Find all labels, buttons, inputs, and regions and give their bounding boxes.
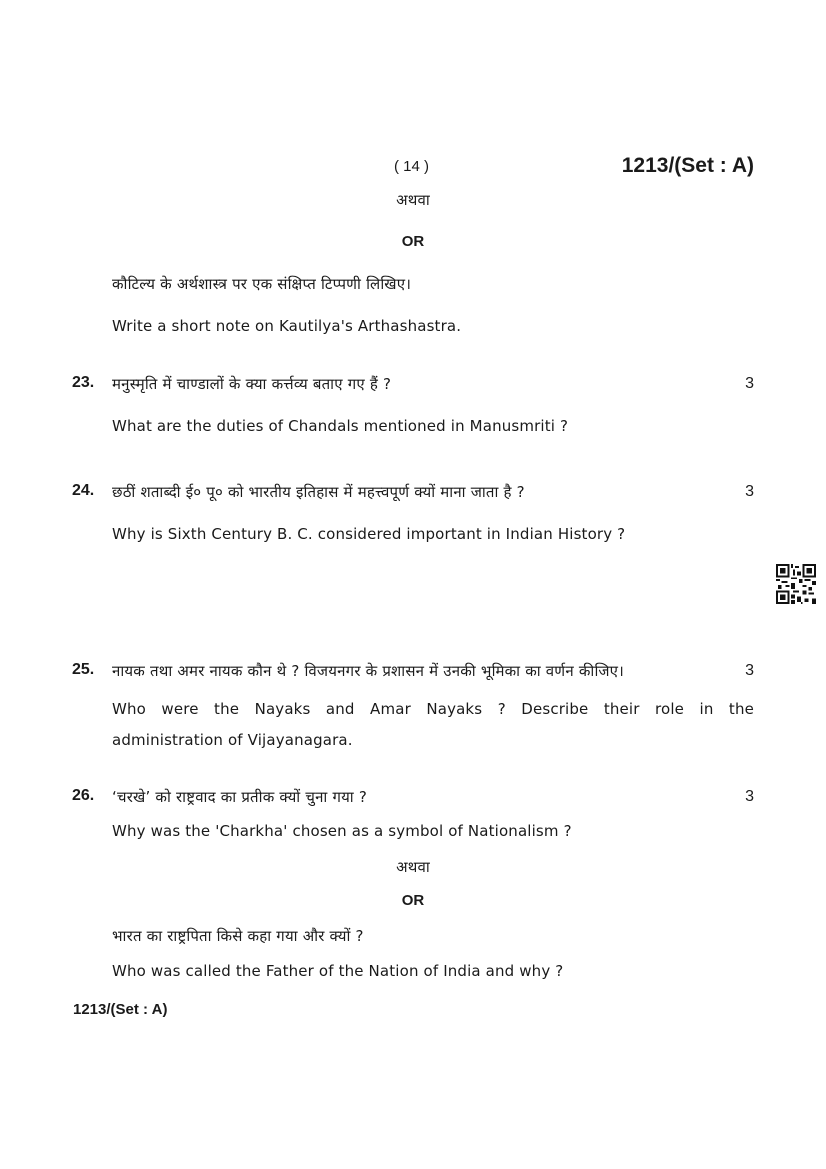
or-hindi-label: अथवा: [396, 858, 430, 876]
question-hindi: मनुस्मृति में चाण्डालों के क्या कर्त्तव्य बताए गए हैं ?: [112, 375, 392, 393]
page-number: ( 14 ): [394, 158, 430, 175]
or-hindi-label: अथवा: [396, 191, 430, 209]
question-hindi: नायक तथा अमर नायक कौन थे ? विजयनगर के प्रशासन में उनकी भूमिका का वर्णन कीजिए।: [112, 662, 625, 680]
question-number: 26.: [72, 787, 95, 804]
question-marks: 3: [745, 375, 754, 392]
alt-question-hindi: कौटिल्य के अर्थशास्त्र पर एक संक्षिप्त टिप्पणी लिखिए।: [112, 275, 412, 293]
question-hindi: ‘चरखे’ को राष्ट्रवाद का प्रतीक क्यों चुना गया ?: [112, 788, 368, 806]
alt-question-english: Who was called the Father of the Nation of India and why ?: [112, 962, 564, 980]
paper-code-header: 1213/(Set : A): [621, 154, 754, 177]
question-english: Why is Sixth Century B. C. considered important in Indian History ?: [112, 525, 626, 543]
question-number: 23.: [72, 374, 95, 391]
question-marks: 3: [745, 788, 754, 805]
or-english-label: OR: [401, 892, 425, 909]
paper-code-footer: 1213/(Set : A): [73, 1001, 168, 1018]
question-number: 25.: [72, 661, 95, 678]
question-english-line: administration of Vijayanagara.: [112, 731, 353, 749]
question-english: Why was the 'Charkha' chosen as a symbol of Nationalism ?: [112, 822, 572, 840]
qr-code-icon: [776, 564, 816, 604]
alt-question-hindi: भारत का राष्ट्रपिता किसे कहा गया और क्यों ?: [112, 927, 364, 945]
or-english-label: OR: [401, 233, 425, 250]
question-hindi: छठीं शताब्दी ई० पू० को भारतीय इतिहास में महत्त्वपूर्ण क्यों माना जाता है ?: [112, 483, 525, 501]
alt-question-english: Write a short note on Kautilya's Arthashastra.: [112, 317, 462, 335]
question-marks: 3: [745, 483, 754, 500]
question-english-line: Who were the Nayaks and Amar Nayaks ? Describe their role in the: [112, 700, 754, 718]
question-marks: 3: [745, 662, 754, 679]
question-number: 24.: [72, 482, 95, 499]
question-english: What are the duties of Chandals mentioned in Manusmriti ?: [112, 417, 569, 435]
